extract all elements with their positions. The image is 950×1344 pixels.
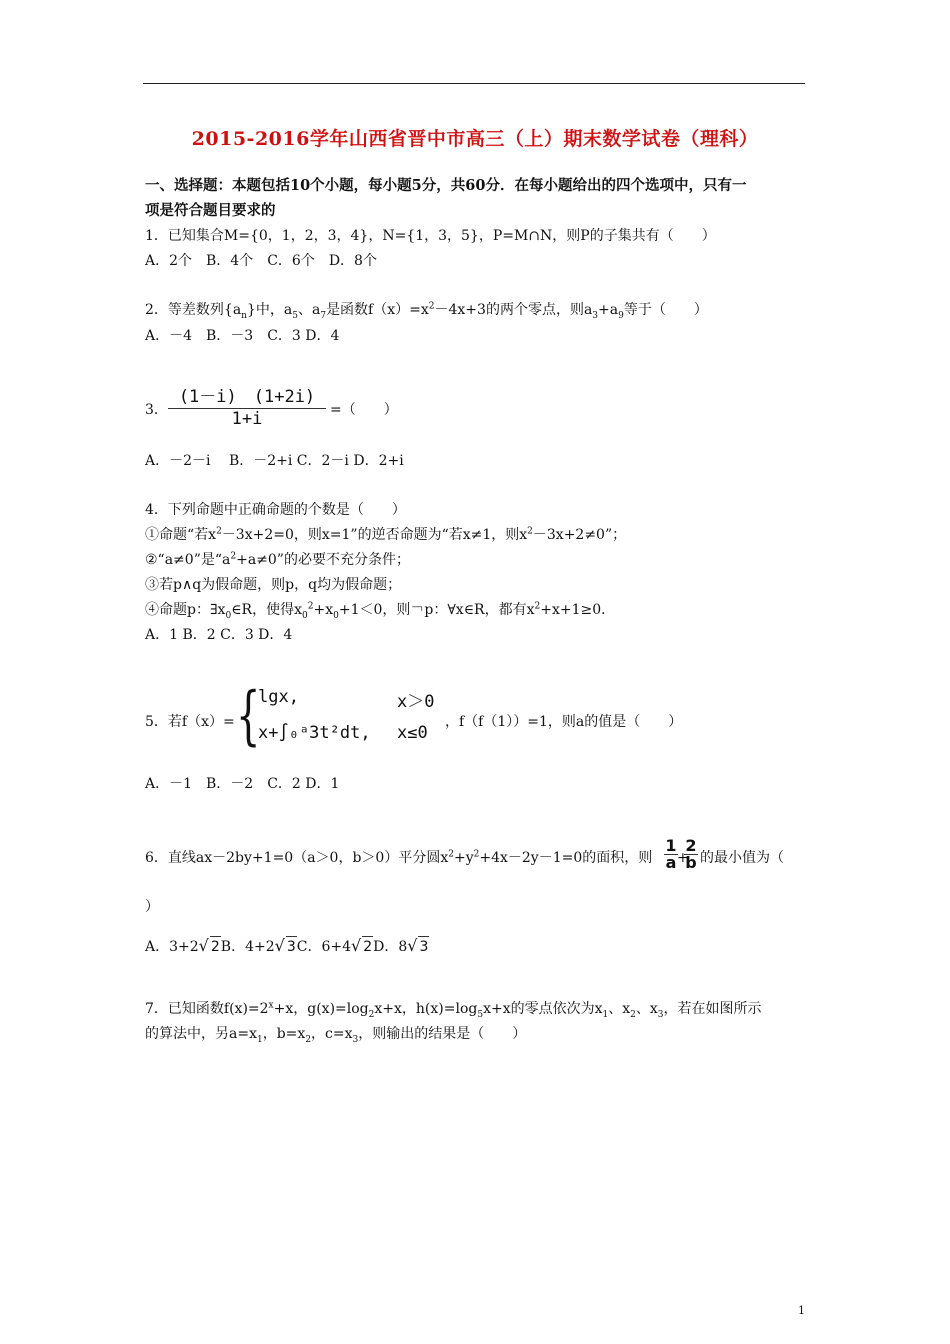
- page-title: 2015-2016学年山西省晋中市高三（上）期末数学试卷（理科）: [191, 128, 759, 150]
- section-heading-line2: 项是符合题目要求的: [145, 202, 276, 219]
- q5-case1-expr: lgx,: [258, 687, 299, 707]
- q6-options: A．3+2√ 2B．4+2√ 3C．6+4√ 2D．8√ 3: [145, 936, 429, 955]
- q7-line2: 的算法中，另$a=x_1$，$b=x_2$，$c=x_3$，则输出的结果是（ ）: [145, 1026, 527, 1045]
- q4-item1: ①命题“若$x^2-3x+2=0$，则x=1”的逆否命题为“若x≠1，则$x^2-3x+2\ne 0$”；: [145, 526, 627, 543]
- q6-fraction-1: 1 a: [665, 836, 677, 872]
- q3-fraction: [168, 386, 326, 429]
- q5-label: 5．若f（x）=: [145, 714, 235, 730]
- q5-case1-cond: x＞0: [397, 692, 435, 712]
- q4-item3: ③若p∧q为假命题，则p，q均为假命题；: [145, 577, 402, 593]
- q3-denominator: 1+i: [231, 409, 263, 429]
- q4-stem: 4．下列命题中正确命题的个数是（ ）: [145, 502, 406, 518]
- q6-fraction-2: 2 b: [685, 836, 697, 872]
- q5-brace: {: [236, 679, 261, 753]
- q2-stem: 2．等差数列$\{a_n\}$中，$a_5$、$a_7$是函数$f(x)=x^2-4x+3$的两个零点，则$a_3+a_9$等于（ ）: [145, 301, 708, 321]
- q3-label: 3．: [145, 402, 168, 418]
- q6-stem-end: 的最小值为（: [700, 850, 784, 866]
- q6-close: ）: [145, 899, 159, 915]
- q5-tail: ，f（f（1））=1，则a的值是（ ）: [445, 714, 683, 730]
- q1-stem: 1．已知集合M={0，1，2，3，4}，N={1，3，5}，P=M∩N，则P的子集共有（ ）: [145, 228, 716, 244]
- q5-case2-cond: x≤0: [397, 723, 428, 743]
- q3-numerator: (1－i) (1+2i): [178, 387, 316, 407]
- page-number: 1: [798, 1304, 805, 1317]
- q2-options: A．－4 B．－3 C．3 D．4: [145, 328, 340, 344]
- q4-options: A．1 B．2 C．3 D．4: [145, 627, 293, 643]
- q5-case2-expr: x+∫₀ᵃ3t²dt,: [258, 723, 371, 743]
- q3-tail: =（ ）: [330, 402, 398, 418]
- q3-options: A．－2－i B．－2+i C．2－i D．2+i: [145, 453, 404, 469]
- q6-stem: 6．直线ax－2by+1=0（a＞0，b＞0）平分圆$x^2+y^2+4x-2y-1=0$的面积，则: [145, 849, 653, 866]
- q5-options: A．－1 B．－2 C．2 D．1: [145, 776, 340, 792]
- q4-item2: ②“a≠0”是“$a^2+a\ne 0$”的必要不充分条件；: [145, 551, 410, 568]
- q1-options: A．2个 B．4个 C．6个 D．8个: [145, 253, 377, 269]
- header-rule: [143, 83, 805, 84]
- q7-line1: 7．已知函数$f(x)=2^x+x$，$g(x)=\log_2x+x$，$h(x)=\log_5x+x$的零点依次为$x_1$、$x_2$、$x_3$，若在如图所示: [145, 1000, 762, 1020]
- q6-plus: +: [677, 850, 689, 866]
- section-heading-line1: 一、选择题：本题包括10个小题，每小题5分，共60分．在每小题给出的四个选项中，只有一: [145, 177, 747, 194]
- q4-item4: ④命题p：$\exists x_0\in R$，使得$x_0^2+x_0+1<0$，则￢p：∀x∈R，都有$x^2+x+1\ge 0$．: [145, 601, 616, 621]
